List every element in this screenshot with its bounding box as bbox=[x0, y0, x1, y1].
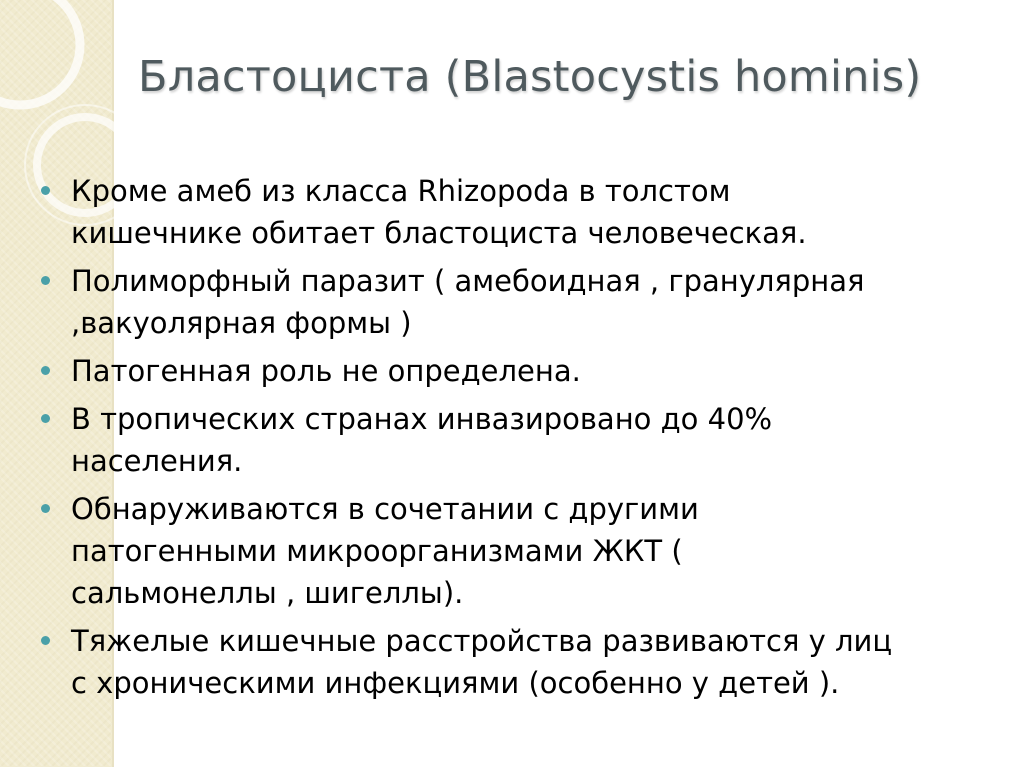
bullet-text-line: В тропических странах инвазировано до 40% bbox=[71, 402, 773, 436]
circle-bullet-icon bbox=[41, 366, 50, 375]
bullet-item bbox=[38, 488, 978, 614]
bullet-list bbox=[38, 170, 978, 710]
bullet-text-line: кишечнике обитает бластоциста человеческая. bbox=[71, 216, 807, 250]
bullet-text-line: Обнаруживаются в сочетании с другими bbox=[71, 492, 699, 526]
circle-bullet-icon bbox=[41, 186, 50, 195]
bullet-text-line: патогенными микроорганизмами ЖКТ ( bbox=[71, 534, 683, 568]
circle-bullet-icon bbox=[41, 636, 50, 645]
bullet-item bbox=[38, 350, 978, 392]
bullet-text-line: Кроме амеб из класса Rhizopoda в толстом bbox=[71, 174, 731, 208]
bullet-text-line: населения. bbox=[71, 444, 243, 478]
bullet-item bbox=[38, 398, 978, 482]
bullet-item bbox=[38, 620, 978, 704]
bullet-item bbox=[38, 170, 978, 254]
bullet-text-line: Полиморфный паразит ( амебоидная , гранулярная bbox=[71, 264, 865, 298]
bullet-text-line: ,вакуолярная формы ) bbox=[71, 306, 412, 340]
bullet-text-line: Патогенная роль не определена. bbox=[71, 354, 581, 388]
bullet-text-line: с хроническими инфекциями (особенно у детей ). bbox=[71, 666, 840, 700]
slide-title: Бластоциста (Blastocystis hominis) bbox=[138, 52, 922, 102]
bullet-text-line: Тяжелые кишечные расстройства развиваются у лиц bbox=[71, 624, 893, 658]
circle-bullet-icon bbox=[41, 276, 50, 285]
bullet-text-line: сальмонеллы , шигеллы). bbox=[71, 576, 464, 610]
circle-bullet-icon bbox=[41, 414, 50, 423]
bullet-item bbox=[38, 260, 978, 344]
circle-bullet-icon bbox=[41, 504, 50, 513]
